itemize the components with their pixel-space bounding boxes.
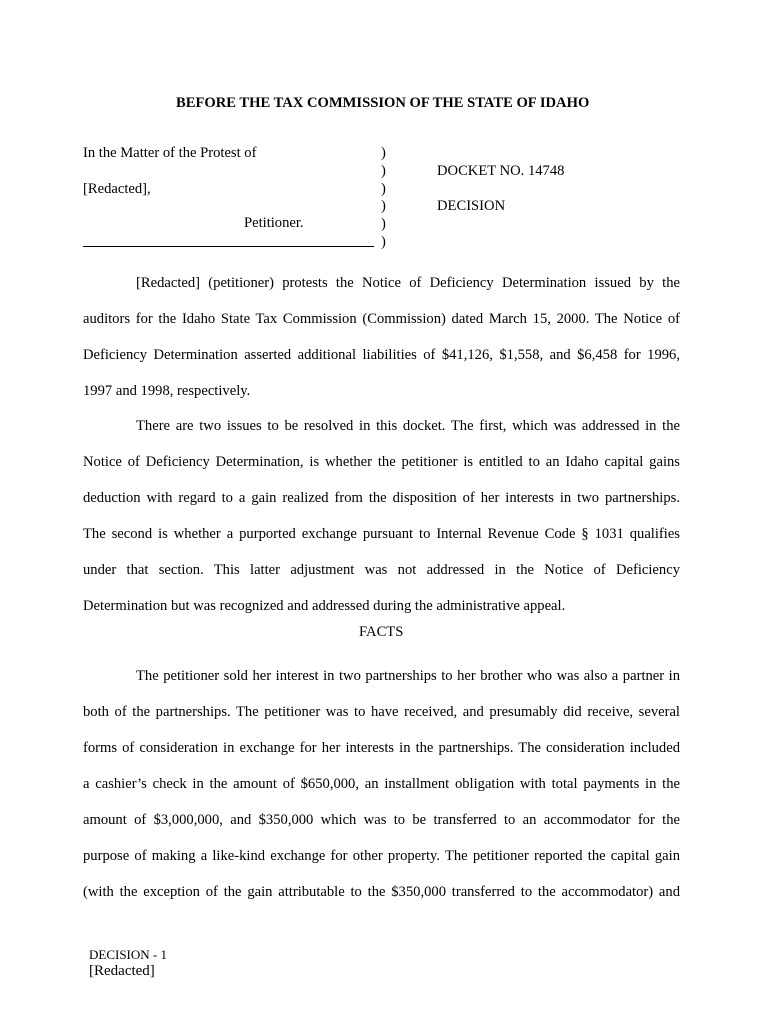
document-type: DECISION: [437, 198, 506, 214]
paragraph-line: Determination but was recognized and addressed during the administrative appeal.: [83, 598, 566, 614]
caption-paren: ): [381, 198, 386, 214]
paragraph-line: (with the exception of the gain attributable to the $350,000 transferred to the accommodator) and: [83, 884, 680, 900]
paragraph-line: [Redacted] (petitioner) protests the Notice of Deficiency Determination issued by the: [136, 275, 680, 291]
paragraph-line: auditors for the Idaho State Tax Commission (Commission) dated March 15, 2000. The Notice of: [83, 311, 680, 327]
paragraph-line: Deficiency Determination asserted additional liabilities of $41,126, $1,558, and $6,458 for 1996,: [83, 347, 680, 363]
caption-paren: ): [381, 181, 386, 197]
paragraph-line: The petitioner sold her interest in two partnerships to her brother who was also a partner in: [136, 668, 680, 684]
caption-role: Petitioner.: [244, 215, 304, 231]
footer-page-label: DECISION - 1: [89, 947, 167, 962]
paragraph-line: 1997 and 1998, respectively.: [83, 383, 251, 399]
caption-paren: ): [381, 234, 386, 250]
caption-rule: [83, 246, 374, 247]
paragraph-line: There are two issues to be resolved in this docket. The first, which was addressed in the: [136, 418, 680, 434]
paragraph-2: [83, 408, 680, 624]
docket-number: DOCKET NO. 14748: [437, 163, 565, 179]
paragraph-line: a cashier’s check in the amount of $650,000, an installment obligation with total payments in the: [83, 776, 680, 792]
paragraph-line: amount of $3,000,000, and $350,000 which was to be transferred to an accommodator for the: [83, 812, 680, 828]
paragraph-1: [83, 265, 680, 409]
caption-paren: ): [381, 216, 386, 232]
paragraph-line: under that section. This latter adjustment was not addressed in the Notice of Deficiency: [83, 562, 680, 578]
paragraph-line: purpose of making a like-kind exchange for other property. The petitioner reported the capital gain: [83, 848, 680, 864]
footer-redacted: [Redacted]: [89, 963, 155, 979]
paragraph-line: deduction with regard to a gain realized from the disposition of her interests in two partnerships.: [83, 490, 680, 506]
paragraph-line: Notice of Deficiency Determination, is whether the petitioner is entitled to an Idaho capital gains: [83, 454, 680, 470]
paragraph-line: The second is whether a purported exchange pursuant to Internal Revenue Code § 1031 qualifies: [83, 526, 680, 542]
paragraph-3: [83, 658, 680, 910]
document-title: BEFORE THE TAX COMMISSION OF THE STATE OF IDAHO: [176, 95, 590, 111]
paragraph-line: both of the partnerships. The petitioner was to have received, and presumably did receive, several: [83, 704, 680, 720]
facts-heading: FACTS: [359, 624, 404, 640]
caption-party: [Redacted],: [83, 181, 151, 197]
caption-paren: ): [381, 145, 386, 161]
paragraph-line: forms of consideration in exchange for her interests in the partnerships. The consideration included: [83, 740, 680, 756]
caption-matter: In the Matter of the Protest of: [83, 145, 257, 161]
caption-paren: ): [381, 163, 386, 179]
